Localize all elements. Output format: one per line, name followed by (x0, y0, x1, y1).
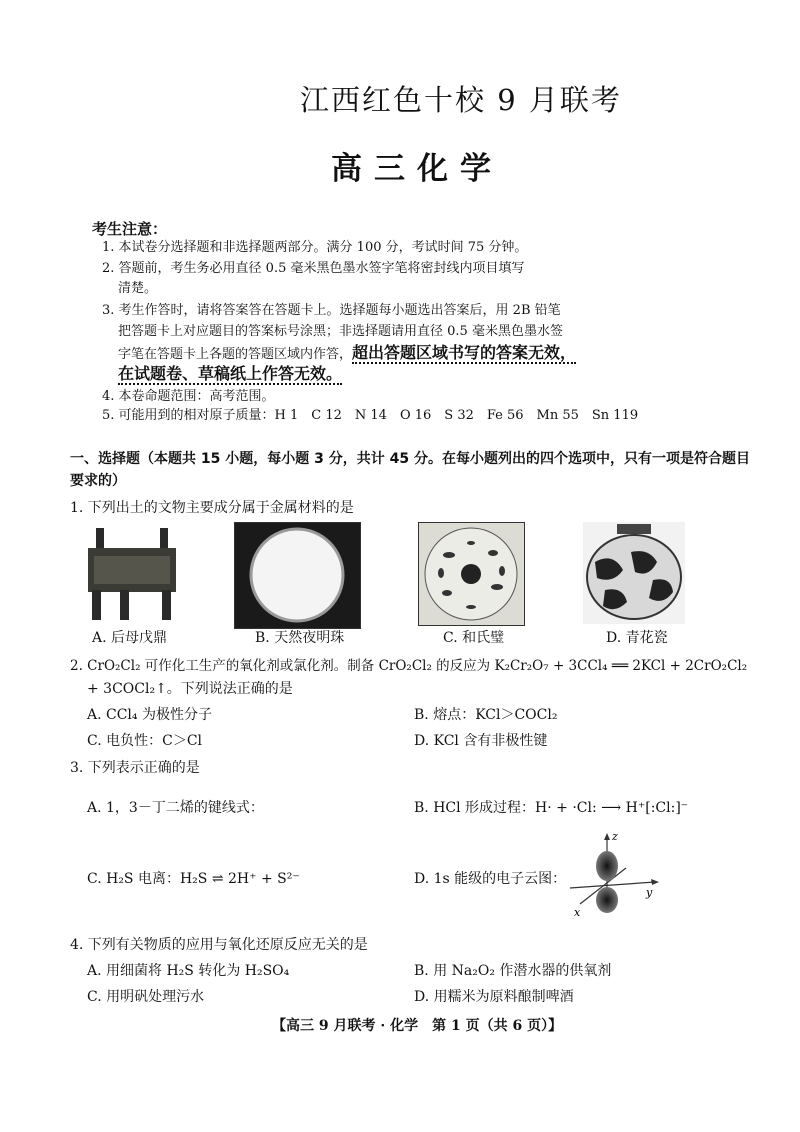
q1-image-bronze-ding (82, 522, 182, 622)
notice-item-2: 2. 答题前，考生务必用直径 0.5 毫米黑色墨水签字笔将密封线内项目填写 (102, 261, 525, 276)
q3-stem: 3. 下列表示正确的是 (70, 760, 200, 776)
q4-option-a: A. 用细菌将 H₂S 转化为 H₂SO₄ (87, 963, 290, 979)
q2-stem-b: + 3COCl₂↑。下列说法正确的是 (87, 681, 293, 697)
q2-option-b: B. 熔点：KCl＞COCl₂ (414, 707, 558, 723)
y-label: y (646, 886, 653, 899)
q3-option-c: C. H₂S 电离：H₂S ⇌ 2H⁺ + S²⁻ (87, 871, 300, 887)
warning-text-b: 在试题卷、草稿纸上作答无效。 (118, 364, 343, 383)
q2-option-d: D. KCl 含有非极性键 (414, 733, 548, 749)
q4-stem: 4. 下列有关物质的应用与氧化还原反应无关的是 (70, 937, 368, 953)
exam-title: 江西红色十校 9 月联考 (300, 83, 622, 117)
q3-option-d: D. 1s 能级的电子云图： (414, 871, 567, 887)
jade-disc-icon (419, 523, 524, 625)
warning-text-a: 超出答题区域书写的答案无效， (352, 343, 577, 362)
pearl-icon (235, 523, 360, 628)
q4-option-b: B. 用 Na₂O₂ 作潜水器的供氧剂 (414, 963, 612, 979)
notice-item-5: 5. 可能用到的相对原子质量：H 1 C 12 N 14 O 16 S 32 Fe 56 Mn 55 Sn 119 (102, 408, 639, 423)
q1-image-porcelain (583, 522, 685, 624)
notice-item-3: 3. 考生作答时，请将答案答在答题卡上。选择题每小题选出答案后，用 2B 铅笔 (102, 303, 561, 318)
page-footer: 【高三 9 月联考 · 化学 第 1 页（共 6 页）】 (272, 1018, 563, 1034)
q1-option-b: B. 天然夜明珠 (255, 630, 345, 646)
notice-item-3-cont2 (118, 343, 576, 364)
notice-item-3-cont3 (118, 364, 342, 385)
q1-option-d: D. 青花瓷 (606, 630, 668, 646)
notice-item-2-cont: 清楚。 (118, 281, 158, 296)
y-axis (570, 882, 655, 888)
q3-option-a: A. 1，3－丁二烯的键线式： (87, 800, 264, 816)
q2-stem-a: 2. CrO₂Cl₂ 可作化工生产的氧化剂或氯化剂。制备 CrO₂Cl₂ 的反应为 K₂Cr₂O₇ + 3CCl₄ ══ 2KCl + 2CrO₂Cl₂ (70, 658, 748, 674)
q2-option-c: C. 电负性：C＞Cl (87, 733, 203, 749)
y-arrow-icon (651, 879, 659, 885)
q1-stem: 1. 下列出土的文物主要成分属于金属材料的是 (70, 500, 354, 516)
q1-option-c: C. 和氏璧 (443, 630, 505, 646)
q1-image-pearl (234, 522, 361, 629)
lower-lobe (596, 887, 618, 913)
q4-option-c: C. 用明矾处理污水 (87, 989, 205, 1005)
x-label: x (574, 906, 581, 919)
subject-title: 高三化学 (331, 151, 503, 187)
q3-option-b: B. HCl 形成过程：H· + ·Cl: ⟶ H⁺[:Cl:]⁻ (414, 800, 689, 816)
bronze-ding-icon (82, 522, 182, 622)
orbital-diagram (560, 830, 670, 920)
notice-item-1: 1. 本试卷分选择题和非选择题两部分。满分 100 分，考试时间 75 分钟。 (102, 240, 528, 255)
upper-lobe (596, 851, 618, 881)
z-label: z (612, 830, 618, 843)
notice-item-4: 4. 本卷命题范围：高考范围。 (102, 389, 275, 404)
q1-option-a: A. 后母戊鼎 (92, 630, 168, 646)
notice-title: 考生注意： (92, 220, 168, 238)
q1-image-jade-bi (418, 522, 525, 626)
notice-item-3-text: 字笔在答题卡上各题的答题区域内作答， (118, 347, 353, 362)
porcelain-jar-icon (583, 522, 685, 624)
section-heading: 一、选择题（本题共 15 小题，每小题 3 分，共计 45 分。在每小题列出的四个选项中，只有一项是符合题目要求的） (70, 451, 750, 489)
z-arrow-icon (604, 833, 610, 840)
q2-option-a: A. CCl₄ 为极性分子 (87, 707, 212, 723)
notice-item-3-cont: 把答题卡上对应题目的答案标号涂黑；非选择题请用直径 0.5 毫米黑色墨水签 (118, 324, 563, 339)
q4-option-d: D. 用糯米为原料酿制啤酒 (414, 989, 574, 1005)
